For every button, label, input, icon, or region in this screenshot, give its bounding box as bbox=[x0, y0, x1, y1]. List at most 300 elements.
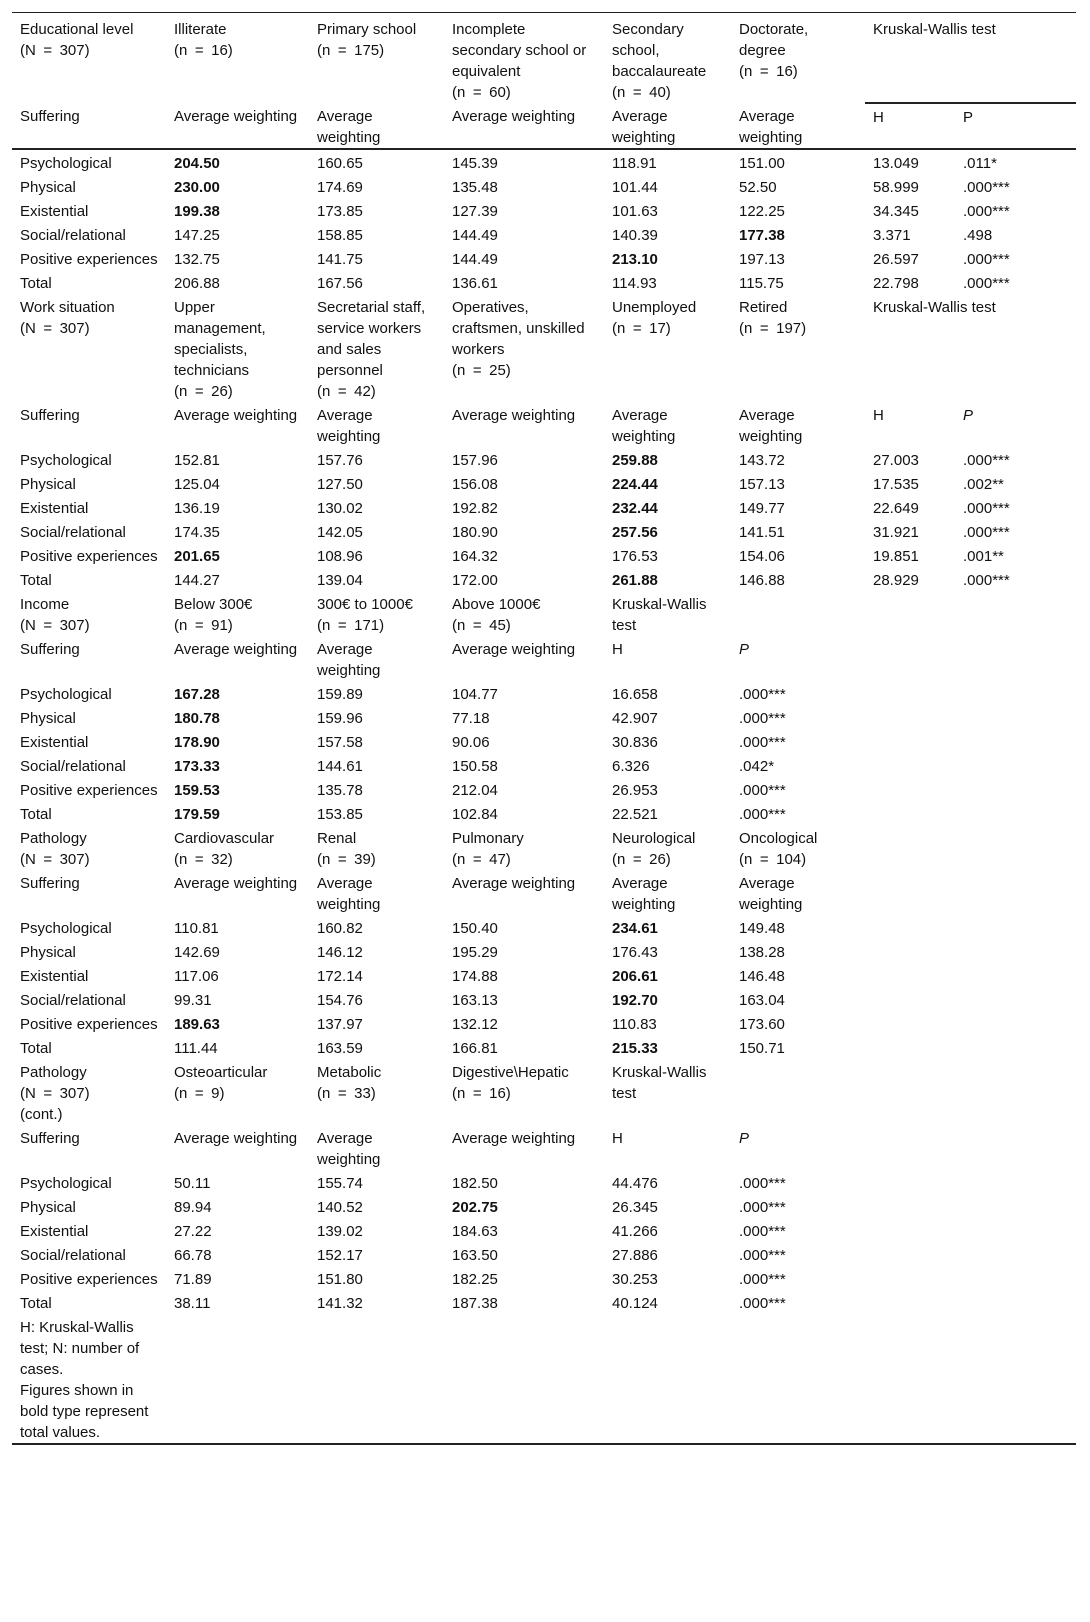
table-cell: 77.18 bbox=[452, 710, 490, 727]
table-cell bbox=[731, 1314, 865, 1444]
table-cell bbox=[731, 591, 865, 636]
row-label-cell: Existential bbox=[20, 734, 89, 751]
table-cell: .000*** bbox=[963, 500, 1010, 517]
table-cell: Metabolic (n = 33) bbox=[317, 1064, 382, 1102]
table-cell: 212.04 bbox=[452, 782, 498, 799]
row-label-cell: Total bbox=[20, 275, 52, 292]
row-label-cell: Pathology (N = 307) bbox=[20, 830, 90, 868]
table-cell: 151.80 bbox=[317, 1271, 363, 1288]
table-cell: 163.04 bbox=[739, 992, 785, 1009]
table-cell: .000*** bbox=[739, 710, 786, 727]
row-label-cell: Existential bbox=[20, 968, 89, 985]
table-cell: 40.124 bbox=[612, 1295, 658, 1312]
table-cell bbox=[604, 1314, 731, 1444]
table-row bbox=[12, 753, 1076, 777]
table-cell: 22.798 bbox=[873, 275, 919, 292]
table-cell: Doctorate, degree (n = 16) bbox=[731, 13, 865, 104]
table-cell: 58.999 bbox=[873, 179, 919, 196]
table-cell: 41.266 bbox=[612, 1223, 658, 1240]
table-cell: 137.97 bbox=[317, 1016, 363, 1033]
table-cell: 19.851 bbox=[873, 548, 919, 565]
table-cell: .000*** bbox=[739, 1223, 786, 1240]
row-label-cell: Physical bbox=[20, 710, 76, 727]
table-row bbox=[12, 870, 1076, 915]
table-cell: .000*** bbox=[739, 1199, 786, 1216]
table-cell: 152.81 bbox=[174, 452, 220, 469]
table-cell: 111.44 bbox=[174, 1040, 218, 1057]
table-cell: 167.28 bbox=[174, 686, 220, 703]
row-label-cell: Income (N = 307) bbox=[20, 596, 90, 634]
table-row bbox=[12, 103, 1076, 149]
row-label-cell: Physical bbox=[20, 1199, 76, 1216]
table-cell: 204.50 bbox=[174, 155, 220, 172]
table-cell: 157.13 bbox=[739, 476, 785, 493]
table-cell: 16.658 bbox=[612, 686, 658, 703]
table-cell: 110.83 bbox=[612, 1016, 657, 1033]
table-cell: 71.89 bbox=[174, 1271, 212, 1288]
table-cell: Average weighting bbox=[739, 875, 803, 913]
table-cell: H bbox=[865, 103, 955, 149]
table-cell bbox=[865, 1290, 955, 1314]
table-row bbox=[12, 681, 1076, 705]
table-cell: 144.27 bbox=[174, 572, 220, 589]
row-label-cell: Positive experiences bbox=[20, 251, 158, 268]
table-cell: 135.48 bbox=[452, 179, 498, 196]
table-cell: 180.90 bbox=[452, 524, 498, 541]
row-label-cell: Positive experiences bbox=[20, 548, 158, 565]
table-cell: Average weighting bbox=[317, 875, 381, 913]
row-label-cell: Social/relational bbox=[20, 524, 126, 541]
table-row bbox=[12, 294, 1076, 402]
table-cell: 174.69 bbox=[317, 179, 363, 196]
table-cell: 132.75 bbox=[174, 251, 220, 268]
table-cell: 144.61 bbox=[317, 758, 363, 775]
table-cell: Average weighting bbox=[452, 1130, 576, 1147]
table-cell bbox=[955, 939, 1076, 963]
table-cell bbox=[865, 870, 955, 915]
table-cell: Operatives, craftsmen, unskilled workers (n = 25) bbox=[452, 299, 585, 379]
table-cell: 135.78 bbox=[317, 782, 363, 799]
table-cell: 201.65 bbox=[174, 548, 220, 565]
table-cell: .000*** bbox=[963, 572, 1010, 589]
table-cell: Average weighting bbox=[174, 641, 298, 658]
table-cell bbox=[955, 1125, 1076, 1170]
table-cell: Average weighting bbox=[452, 875, 576, 892]
table-cell: 30.253 bbox=[612, 1271, 658, 1288]
table-cell bbox=[955, 1059, 1076, 1125]
table-cell bbox=[955, 1242, 1076, 1266]
table-cell: Kruskal-Wallis test bbox=[612, 596, 707, 634]
table-cell: 149.48 bbox=[739, 920, 785, 937]
table-cell: 159.53 bbox=[174, 782, 220, 799]
table-cell: 140.39 bbox=[612, 227, 658, 244]
table-cell: Kruskal-Wallis test bbox=[873, 299, 996, 316]
row-label-cell: Physical bbox=[20, 179, 76, 196]
table-cell: 159.96 bbox=[317, 710, 363, 727]
table-row bbox=[12, 825, 1076, 870]
table-cell: .042* bbox=[739, 758, 775, 775]
row-label-cell: Total bbox=[20, 1040, 52, 1057]
table-cell bbox=[955, 1266, 1076, 1290]
table-cell: .000*** bbox=[739, 782, 786, 799]
table-cell bbox=[865, 915, 955, 939]
row-label-cell: Social/relational bbox=[20, 992, 126, 1009]
table-cell bbox=[865, 1125, 955, 1170]
table-cell bbox=[955, 681, 1076, 705]
table-cell: 197.13 bbox=[739, 251, 785, 268]
table-cell: 180.78 bbox=[174, 710, 220, 727]
table-cell: .000*** bbox=[739, 1271, 786, 1288]
table-cell bbox=[955, 1011, 1076, 1035]
row-label-cell: Total bbox=[20, 1295, 52, 1312]
table-cell: 146.88 bbox=[739, 572, 785, 589]
table-cell bbox=[865, 777, 955, 801]
table-cell bbox=[955, 729, 1076, 753]
table-cell: 173.85 bbox=[317, 203, 363, 220]
table-cell: Average weighting bbox=[612, 875, 676, 913]
table-cell: .011* bbox=[963, 155, 997, 172]
table-cell: H bbox=[612, 641, 623, 658]
row-label-cell: Total bbox=[20, 806, 52, 823]
table-cell: P bbox=[739, 1130, 750, 1147]
row-label-cell: Social/relational bbox=[20, 227, 126, 244]
table-cell: Retired (n = 197) bbox=[739, 299, 807, 337]
row-label-cell: Positive experiences bbox=[20, 782, 158, 799]
table-cell: .000*** bbox=[739, 686, 786, 703]
table-cell: 147.25 bbox=[174, 227, 220, 244]
table-cell: .498 bbox=[963, 227, 993, 244]
table-cell: 259.88 bbox=[612, 452, 658, 469]
table-cell: 150.40 bbox=[452, 920, 498, 937]
table-cell: 157.96 bbox=[452, 452, 498, 469]
table-cell: 192.70 bbox=[612, 992, 658, 1009]
table-cell: P bbox=[955, 103, 1076, 149]
table-cell: 257.56 bbox=[612, 524, 658, 541]
table-cell: 189.63 bbox=[174, 1016, 220, 1033]
table-cell: 156.08 bbox=[452, 476, 498, 493]
table-row bbox=[12, 729, 1076, 753]
table-row bbox=[12, 1170, 1076, 1194]
table-cell: .000*** bbox=[739, 806, 786, 823]
table-cell: 127.39 bbox=[452, 203, 498, 220]
table-cell: 230.00 bbox=[174, 179, 220, 196]
table-cell bbox=[309, 1314, 444, 1444]
table-cell: Incomplete secondary school or equivalent (n = 60) bbox=[444, 13, 604, 104]
table-cell: 166.81 bbox=[452, 1040, 498, 1057]
table-cell: 153.85 bbox=[317, 806, 363, 823]
table-cell: 174.35 bbox=[174, 524, 220, 541]
row-label-cell: Existential bbox=[20, 1223, 89, 1240]
table-cell bbox=[865, 963, 955, 987]
row-label-cell: H: Kruskal-Wallis test; N: number of cases. Figures shown in bold type represent total values. bbox=[12, 1314, 166, 1444]
table-cell: Average weighting bbox=[174, 407, 298, 424]
table-cell: 52.50 bbox=[739, 179, 777, 196]
table-cell bbox=[955, 963, 1076, 987]
row-label-cell: Positive experiences bbox=[20, 1016, 158, 1033]
table-cell: Renal (n = 39) bbox=[317, 830, 376, 868]
table-cell: .000*** bbox=[963, 203, 1010, 220]
table-cell: Kruskal-Wallis test bbox=[865, 13, 1076, 104]
table-row bbox=[12, 222, 1076, 246]
table-cell bbox=[865, 1170, 955, 1194]
table-cell: 154.06 bbox=[739, 548, 785, 565]
table-cell bbox=[955, 1290, 1076, 1314]
table-cell: 173.60 bbox=[739, 1016, 785, 1033]
table-cell: 151.00 bbox=[739, 155, 785, 172]
row-label-cell: Existential bbox=[20, 203, 89, 220]
table-cell: 158.85 bbox=[317, 227, 363, 244]
table-cell: 146.48 bbox=[739, 968, 785, 985]
table-cell bbox=[865, 987, 955, 1011]
table-cell: 118.91 bbox=[612, 155, 657, 172]
table-cell: 26.953 bbox=[612, 782, 658, 799]
table-cell: 139.02 bbox=[317, 1223, 363, 1240]
table-cell: 174.88 bbox=[452, 968, 498, 985]
table-cell: 130.02 bbox=[317, 500, 363, 517]
table-cell: 179.59 bbox=[174, 806, 220, 823]
table-cell: 136.61 bbox=[452, 275, 498, 292]
table-cell bbox=[865, 705, 955, 729]
table-cell: Secondary school, baccalaureate (n = 40) bbox=[604, 13, 731, 104]
table-row bbox=[12, 13, 1076, 104]
table-cell: Above 1000€ (n = 45) bbox=[452, 596, 541, 634]
table-cell bbox=[865, 1011, 955, 1035]
table-row bbox=[12, 1290, 1076, 1314]
table-cell bbox=[955, 777, 1076, 801]
table-cell: 150.58 bbox=[452, 758, 498, 775]
table-row bbox=[12, 591, 1076, 636]
table-cell: 44.476 bbox=[612, 1175, 658, 1192]
row-label-cell: Suffering bbox=[20, 1130, 80, 1147]
table-cell: 101.44 bbox=[612, 179, 658, 196]
table-cell: 173.33 bbox=[174, 758, 220, 775]
table-cell bbox=[955, 753, 1076, 777]
table-cell: .001** bbox=[963, 548, 1004, 565]
table-cell: 66.78 bbox=[174, 1247, 212, 1264]
table-cell: 140.52 bbox=[317, 1199, 363, 1216]
table-cell: 149.77 bbox=[739, 500, 785, 517]
table-cell: 142.69 bbox=[174, 944, 220, 961]
table-cell: 160.82 bbox=[317, 920, 363, 937]
row-label-cell: Physical bbox=[20, 476, 76, 493]
table-row bbox=[12, 471, 1076, 495]
table-row bbox=[12, 270, 1076, 294]
table-cell: 178.90 bbox=[174, 734, 220, 751]
table-row bbox=[12, 801, 1076, 825]
table-cell: Average weighting bbox=[612, 407, 676, 445]
table-cell: 6.326 bbox=[612, 758, 650, 775]
table-cell: 122.25 bbox=[739, 203, 785, 220]
table-cell: Average weighting bbox=[317, 407, 381, 445]
table-cell: .000*** bbox=[739, 1247, 786, 1264]
table-cell: 132.12 bbox=[452, 1016, 498, 1033]
table-cell: 115.75 bbox=[739, 275, 784, 292]
table-cell: Digestive\Hepatic (n = 16) bbox=[452, 1064, 569, 1102]
table-row bbox=[12, 246, 1076, 270]
table-cell: Average weighting bbox=[731, 103, 865, 149]
table-cell: 160.65 bbox=[317, 155, 363, 172]
table-cell: 110.81 bbox=[174, 920, 219, 937]
table-cell: 150.71 bbox=[739, 1040, 785, 1057]
table-cell: Average weighting bbox=[604, 103, 731, 149]
table-cell bbox=[444, 1314, 604, 1444]
table-cell: 157.76 bbox=[317, 452, 363, 469]
table-cell: P bbox=[963, 407, 974, 424]
table-cell bbox=[865, 1194, 955, 1218]
table-cell bbox=[865, 681, 955, 705]
table-cell: 142.05 bbox=[317, 524, 363, 541]
table-cell: 141.51 bbox=[739, 524, 785, 541]
table-cell: 206.88 bbox=[174, 275, 220, 292]
table-row bbox=[12, 1266, 1076, 1290]
table-cell bbox=[955, 705, 1076, 729]
table-row bbox=[12, 915, 1076, 939]
table-cell: 182.50 bbox=[452, 1175, 498, 1192]
table-row bbox=[12, 174, 1076, 198]
table-cell: 224.44 bbox=[612, 476, 658, 493]
row-label-cell: Suffering bbox=[12, 103, 166, 149]
table-cell: 125.04 bbox=[174, 476, 220, 493]
table-cell: 152.17 bbox=[317, 1247, 363, 1264]
table-cell bbox=[955, 825, 1076, 870]
table-cell: 127.50 bbox=[317, 476, 363, 493]
table-cell bbox=[955, 1218, 1076, 1242]
table-cell bbox=[865, 1218, 955, 1242]
table-cell bbox=[865, 1242, 955, 1266]
table-cell: 108.96 bbox=[317, 548, 363, 565]
table-row bbox=[12, 495, 1076, 519]
table-cell: 187.38 bbox=[452, 1295, 498, 1312]
table-cell: Kruskal-Wallis test bbox=[612, 1064, 707, 1102]
table-cell bbox=[865, 753, 955, 777]
row-label-cell: Psychological bbox=[20, 452, 112, 469]
table-cell: Osteoarticular (n = 9) bbox=[174, 1064, 268, 1102]
table-cell: Oncological (n = 104) bbox=[739, 830, 818, 868]
table-cell: 159.89 bbox=[317, 686, 363, 703]
table-cell: 90.06 bbox=[452, 734, 490, 751]
row-label-cell: Existential bbox=[20, 500, 89, 517]
table-cell: 26.345 bbox=[612, 1199, 658, 1216]
table-cell: 42.907 bbox=[612, 710, 658, 727]
table-cell bbox=[865, 729, 955, 753]
table-cell bbox=[955, 636, 1076, 681]
table-cell bbox=[955, 870, 1076, 915]
table-cell: 261.88 bbox=[612, 572, 658, 589]
table-cell: .000*** bbox=[739, 734, 786, 751]
table-cell: 157.58 bbox=[317, 734, 363, 751]
row-label-cell: Suffering bbox=[20, 641, 80, 658]
table-cell: 176.53 bbox=[612, 548, 658, 565]
table-cell bbox=[865, 939, 955, 963]
table-cell: Illiterate (n = 16) bbox=[166, 13, 309, 104]
table-cell: .002** bbox=[963, 476, 1004, 493]
table-cell: 202.75 bbox=[452, 1199, 498, 1216]
table-cell: 34.345 bbox=[873, 203, 919, 220]
table-cell: 27.22 bbox=[174, 1223, 212, 1240]
row-label-cell: Physical bbox=[20, 944, 76, 961]
row-label-cell: Psychological bbox=[20, 920, 112, 937]
table-cell: 99.31 bbox=[174, 992, 212, 1009]
row-label-cell: Suffering bbox=[20, 407, 80, 424]
table-cell: Average weighting bbox=[174, 875, 298, 892]
table-cell: 141.32 bbox=[317, 1295, 363, 1312]
row-label-cell: Psychological bbox=[20, 155, 112, 172]
table-cell: Pulmonary (n = 47) bbox=[452, 830, 524, 868]
row-label-cell: Work situation (N = 307) bbox=[20, 299, 115, 337]
table-cell bbox=[955, 1170, 1076, 1194]
table-cell: 215.33 bbox=[612, 1040, 658, 1057]
table-cell: 144.49 bbox=[452, 251, 498, 268]
table-cell: 13.049 bbox=[873, 155, 919, 172]
table-cell: 114.93 bbox=[612, 275, 657, 292]
table-cell: 28.929 bbox=[873, 572, 919, 589]
table-cell: 234.61 bbox=[612, 920, 658, 937]
table-cell: 50.11 bbox=[174, 1175, 211, 1192]
table-cell bbox=[865, 1266, 955, 1290]
table-cell: 17.535 bbox=[873, 476, 919, 493]
table-cell: 30.836 bbox=[612, 734, 658, 751]
table-cell: 145.39 bbox=[452, 155, 498, 172]
table-cell: 176.43 bbox=[612, 944, 658, 961]
row-label-cell: Social/relational bbox=[20, 1247, 126, 1264]
table-cell: H bbox=[612, 1130, 623, 1147]
table-cell bbox=[865, 1059, 955, 1125]
table-cell: 155.74 bbox=[317, 1175, 363, 1192]
table-cell: Average weighting bbox=[444, 103, 604, 149]
table-cell: 22.649 bbox=[873, 500, 919, 517]
table-cell: 31.921 bbox=[873, 524, 919, 541]
table-cell: 172.14 bbox=[317, 968, 363, 985]
table-cell: Unemployed (n = 17) bbox=[612, 299, 697, 337]
table-row bbox=[12, 1194, 1076, 1218]
table-cell bbox=[166, 1314, 309, 1444]
table-cell: 164.32 bbox=[452, 548, 498, 565]
table-cell: 117.06 bbox=[174, 968, 219, 985]
table-cell: Upper management, specialists, technicians (n = 26) bbox=[174, 299, 266, 400]
table-cell: Primary school (n = 175) bbox=[309, 13, 444, 104]
table-cell bbox=[955, 801, 1076, 825]
table-cell: 172.00 bbox=[452, 572, 498, 589]
table-row bbox=[12, 402, 1076, 447]
table-cell: 195.29 bbox=[452, 944, 498, 961]
table-cell bbox=[865, 1035, 955, 1059]
table-cell: 138.28 bbox=[739, 944, 785, 961]
results-table bbox=[12, 12, 1076, 1445]
table-cell: .000*** bbox=[963, 251, 1010, 268]
row-label-cell: Total bbox=[20, 572, 52, 589]
table-row bbox=[12, 987, 1076, 1011]
table-row bbox=[12, 1011, 1076, 1035]
table-cell bbox=[955, 987, 1076, 1011]
table-cell: H bbox=[873, 407, 884, 424]
table-row bbox=[12, 149, 1076, 174]
table-cell: .000*** bbox=[739, 1295, 786, 1312]
table-cell: 192.82 bbox=[452, 500, 498, 517]
table-cell: Average weighting bbox=[739, 407, 803, 445]
table-row bbox=[12, 1035, 1076, 1059]
table-cell: .000*** bbox=[963, 524, 1010, 541]
table-cell: 177.38 bbox=[739, 227, 785, 244]
table-cell: Average weighting bbox=[452, 407, 576, 424]
table-row bbox=[12, 1314, 1076, 1444]
table-cell: .000*** bbox=[963, 179, 1010, 196]
table-row bbox=[12, 777, 1076, 801]
row-label-cell: Educational level (N = 307) bbox=[12, 13, 166, 104]
table-cell: 102.84 bbox=[452, 806, 498, 823]
table-cell: 89.94 bbox=[174, 1199, 212, 1216]
table-cell: 26.597 bbox=[873, 251, 919, 268]
table-row bbox=[12, 1242, 1076, 1266]
